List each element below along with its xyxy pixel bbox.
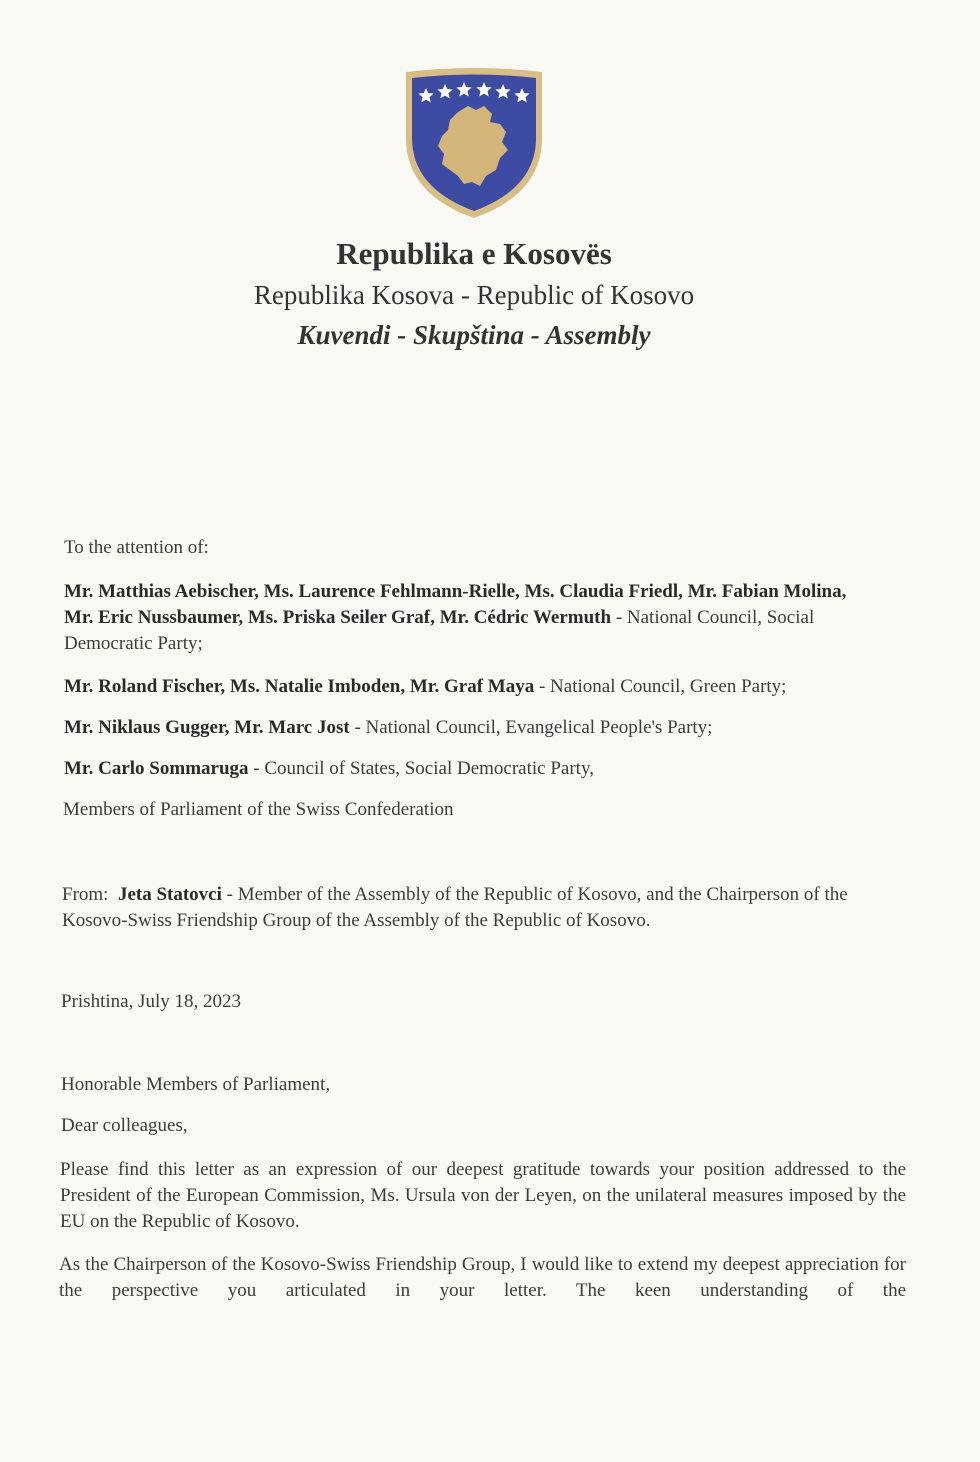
recipient-names: Mr. Matthias Aebischer, Ms. Laurence Fehlmann-Rielle, Ms. Claudia Friedl, Mr. Fabian Molina, Mr. Eric Nussbaumer, Ms. Priska Seiler Graf, Mr. Cédric Wermuth bbox=[64, 581, 847, 628]
recipient-names: Mr. Roland Fischer, Ms. Natalie Imboden, Mr. Graf Maya bbox=[64, 676, 535, 697]
salutation-honorable: Honorable Members of Parliament, bbox=[61, 1074, 331, 1095]
recipient-affiliation: - National Council, Green Party; bbox=[534, 676, 787, 697]
from-text: - Member of the Assembly of the Republic of Kosovo, and the Chairperson of the Kosovo-Swiss Friendship Group of the Assembly of the Republic of Kosovo. bbox=[62, 884, 848, 931]
paragraph-gratitude: Please find this letter as an expression of our deepest gratitude towards your position addressed to the President of the European Commission, Ms. Ursula von der Leyen, on the unilateral measures imposed by the EU on the Republic of Kosovo. bbox=[60, 1159, 906, 1232]
salutation-dear: Dear colleagues, bbox=[61, 1115, 188, 1136]
paragraph-appreciation: As the Chairperson of the Kosovo-Swiss Friendship Group, I would like to extend my deepest appreciation for the perspective you articulated in your letter. The keen understanding of the bbox=[59, 1254, 906, 1301]
recipient-affiliation: - National Council, Evangelical People's Party; bbox=[349, 717, 713, 738]
header-title-serbian-english: Republika Kosova - Republic of Kosovo bbox=[253, 280, 695, 310]
attention-label: To the attention of: bbox=[64, 537, 209, 558]
from-name: Jeta Statovci bbox=[117, 884, 222, 905]
recipient-names: Mr. Niklaus Gugger, Mr. Marc Jost bbox=[64, 717, 350, 738]
recipient-group-green bbox=[64, 674, 924, 700]
recipient-group-council-of-states bbox=[64, 756, 924, 782]
kosovo-coat-of-arms-icon bbox=[402, 66, 546, 220]
from-label: From: bbox=[62, 884, 109, 905]
recipient-group-sdp-national bbox=[64, 579, 854, 657]
recipient-names: Mr. Carlo Sommaruga bbox=[64, 758, 249, 779]
header-assembly: Kuvendi - Skupština - Assembly bbox=[297, 320, 651, 350]
recipient-group-evangelical bbox=[64, 715, 924, 741]
members-line: Members of Parliament of the Swiss Confederation bbox=[63, 799, 454, 820]
from-section bbox=[62, 882, 910, 934]
date-line: Prishtina, July 18, 2023 bbox=[61, 991, 241, 1012]
recipient-affiliation: - Council of States, Social Democratic Party, bbox=[248, 758, 594, 779]
recipient-affiliation: - National Council, Social Democratic Party; bbox=[64, 607, 815, 654]
header-title-albanian: Republika e Kosovës bbox=[336, 236, 612, 271]
